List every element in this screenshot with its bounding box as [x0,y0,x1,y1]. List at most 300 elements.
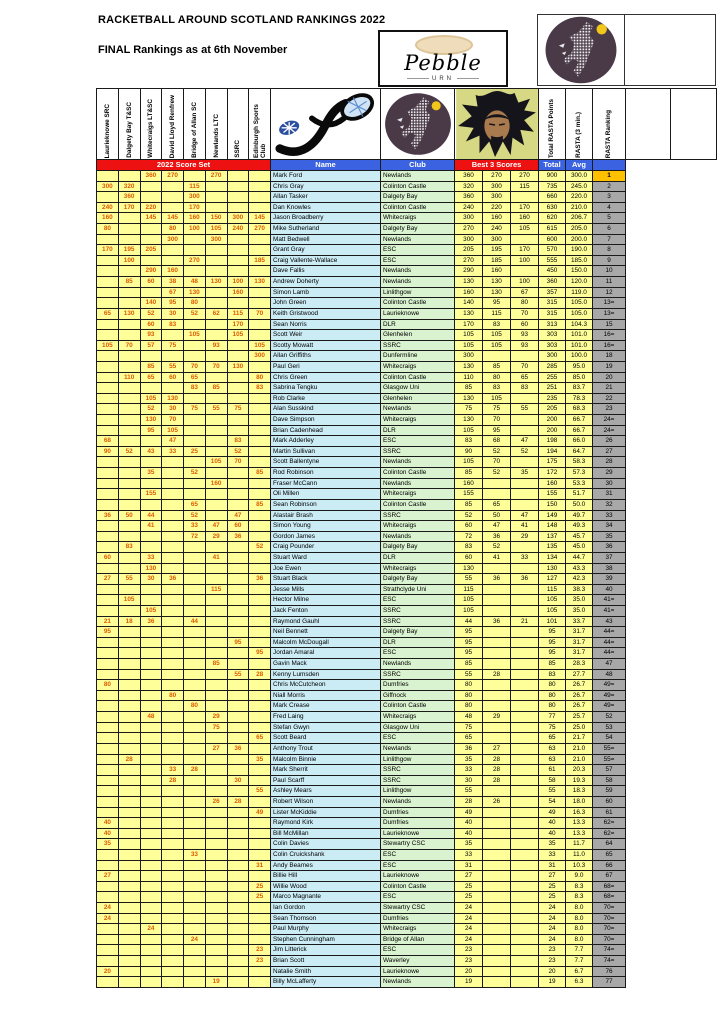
player-club: Glasgow Uni [381,383,455,394]
best-score-cell: 75 [455,404,483,415]
table-row [97,638,626,649]
score-cell [141,457,163,468]
score-cell [162,797,184,808]
total-points: 40 [539,829,566,840]
club-column-header-7: SSRC [228,89,250,160]
score-cell: 130 [228,362,250,373]
player-club: Colinton Castle [381,500,455,511]
score-cell [249,691,271,702]
score-cell [162,457,184,468]
player-name: Mike Sutherland [271,224,381,235]
score-cell: 36 [249,574,271,585]
score-cell: 150 [206,213,228,224]
table-row [97,617,626,628]
score-cell [119,977,141,988]
score-cell [206,320,228,331]
best-score-cell [511,415,539,426]
table-row [97,861,626,872]
score-cell [206,691,228,702]
score-cell: 130 [162,394,184,405]
table-row [97,330,626,341]
score-cell [97,362,119,373]
score-cell [249,967,271,978]
best-score-cell [511,489,539,500]
score-cell [249,479,271,490]
player-name: Grant Gray [271,245,381,256]
player-name: Rod Robinson [271,468,381,479]
score-cell: 300 [249,351,271,362]
score-cell: 55 [162,362,184,373]
score-cell [141,479,163,490]
best-score-cell [483,818,511,829]
score-cell [162,648,184,659]
best-score-cell: 270 [511,171,539,182]
score-cell [184,755,206,766]
score-cell [249,850,271,861]
score-cell [249,192,271,203]
total-points: 101 [539,617,566,628]
score-cell [97,383,119,394]
best-score-cell: 105 [455,606,483,617]
best-score-cell: 35 [455,755,483,766]
club-column-header-2: Dalgety Bay T&SC [119,89,141,160]
score-cell [119,839,141,850]
score-cell [141,723,163,734]
player-name: Mark Adderley [271,436,381,447]
score-cell [249,553,271,564]
score-cell: 83 [119,542,141,553]
rasta-rank: 21 [593,383,626,394]
best-score-cell: 21 [511,617,539,628]
score-cell [249,627,271,638]
score-cell [249,564,271,575]
score-cell [97,648,119,659]
score-cell [97,468,119,479]
rasta-rank: 13= [593,309,626,320]
total-points: 255 [539,373,566,384]
score-cell: 72 [184,532,206,543]
score-cell: 62 [206,309,228,320]
score-cell: 130 [141,415,163,426]
total-points: 620 [539,213,566,224]
score-cell [97,808,119,819]
best-score-cell [511,235,539,246]
best-score-cell: 65 [483,500,511,511]
score-cell [228,574,250,585]
score-cell [119,351,141,362]
rasta-rank: 26 [593,436,626,447]
score-cell [249,659,271,670]
best-score-cell [483,924,511,935]
score-cell [97,945,119,956]
score-cell [228,617,250,628]
player-name: Sean Robinson [271,500,381,511]
total-points: 300 [539,351,566,362]
score-cell [119,394,141,405]
score-cell [206,861,228,872]
score-cell [141,256,163,267]
score-cell [184,320,206,331]
player-name: Malcolm Binnie [271,755,381,766]
best-score-cell: 115 [483,309,511,320]
best-score-cell: 85 [455,659,483,670]
score-cell [184,426,206,437]
best-score-cell: 70 [511,362,539,373]
total-points: 25 [539,882,566,893]
player-name: Raymond Kirk [271,818,381,829]
rasta-avg: 45.7 [566,532,593,543]
rasta-rank: 54 [593,733,626,744]
score-cell [97,394,119,405]
player-name: Stefan Gwyn [271,723,381,734]
score-cell: 57 [141,341,163,352]
rasta-rank: 23 [593,404,626,415]
player-name: Lister McKiddie [271,808,381,819]
score-cell [184,235,206,246]
best-score-cell [511,701,539,712]
player-club: Whitecraigs [381,924,455,935]
score-cell [119,235,141,246]
score-cell: 65 [141,373,163,384]
player-name: Simon Lamb [271,288,381,299]
rasta-avg: 11.0 [566,850,593,861]
player-club: SSRC [381,776,455,787]
score-cell [97,235,119,246]
table-row [97,680,626,691]
score-cell [249,914,271,925]
rasta-rank: 18 [593,351,626,362]
score-cell [184,956,206,967]
total-points: 49 [539,808,566,819]
best-score-cell: 83 [511,383,539,394]
score-cell [206,606,228,617]
score-cell [206,564,228,575]
best-score-cell [511,744,539,755]
best-score-cell [483,829,511,840]
score-cell [184,977,206,988]
rasta-avg: 66.7 [566,415,593,426]
player-name: Alastair Brash [271,511,381,522]
player-name: Kenny Lumsden [271,670,381,681]
score-cell [141,351,163,362]
player-name: Craig Pounder [271,542,381,553]
rasta-avg: 25.0 [566,723,593,734]
player-club: Newlands [381,977,455,988]
player-club: Whitecraigs [381,489,455,500]
score-cell [162,256,184,267]
rasta-rank: 3 [593,192,626,203]
player-club: Newlands [381,744,455,755]
rasta-rank: 76 [593,967,626,978]
best-score-cell: 52 [483,542,511,553]
best-score-cell: 300 [483,235,511,246]
score-cell [184,341,206,352]
score-cell: 52 [184,468,206,479]
player-name: Willie Wood [271,882,381,893]
score-cell [228,935,250,946]
score-cell [141,235,163,246]
score-cell [97,171,119,182]
total-points: 23 [539,956,566,967]
best-score-cell: 19 [455,977,483,988]
score-cell [206,500,228,511]
score-cell [162,871,184,882]
best-score-cell [511,691,539,702]
best-score-cell: 130 [455,309,483,320]
score-cell [228,256,250,267]
score-cell: 24 [97,914,119,925]
best-score-cell: 75 [455,723,483,734]
score-cell [228,924,250,935]
player-club: Dunfermline [381,351,455,362]
score-cell [184,892,206,903]
rasta-avg: 6.7 [566,967,593,978]
rasta-avg: 200.0 [566,235,593,246]
player-club: ESC [381,945,455,956]
best-score-cell: 160 [511,213,539,224]
rasta-avg: 8.0 [566,903,593,914]
score-cell [162,829,184,840]
score-cell [184,733,206,744]
rasta-avg: 11.7 [566,839,593,850]
score-cell [184,967,206,978]
total-points: 198 [539,436,566,447]
score-cell [119,468,141,479]
rasta-rank: 70= [593,935,626,946]
score-cell [206,266,228,277]
rasta-avg: 31.7 [566,627,593,638]
best-score-cell: 170 [511,203,539,214]
score-cell [141,797,163,808]
best-score-cell [483,585,511,596]
score-cell: 83 [228,436,250,447]
best-score-cell: 85 [455,500,483,511]
player-club: Newlands [381,457,455,468]
player-name: Rob Clarke [271,394,381,405]
rasta-avg: 190.0 [566,245,593,256]
score-cell [228,489,250,500]
best-score-cell [511,479,539,490]
best-score-cell: 115 [511,182,539,193]
rasta-rank: 55= [593,755,626,766]
score-cell [206,394,228,405]
player-name: Gordon James [271,532,381,543]
rasta-avg: 68.3 [566,404,593,415]
score-cell [228,871,250,882]
best-score-cell [483,680,511,691]
total-points: 25 [539,892,566,903]
score-cell [228,468,250,479]
best-score-cell [483,882,511,893]
score-cell [141,733,163,744]
total-points: 450 [539,266,566,277]
score-cell: 300 [206,235,228,246]
score-cell: 60 [228,521,250,532]
best-score-cell: 72 [455,532,483,543]
score-cell [228,542,250,553]
score-cell [184,691,206,702]
score-cell [206,351,228,362]
total-points: 175 [539,457,566,468]
score-cell: 65 [184,500,206,511]
score-cell [119,967,141,978]
table-row [97,256,626,267]
best-score-cell [511,627,539,638]
best-score-cell [511,797,539,808]
score-cell [119,945,141,956]
score-cell [249,532,271,543]
best-score-cell: 80 [455,691,483,702]
rasta-rank: 10 [593,266,626,277]
rasta-avg: 16.3 [566,808,593,819]
best-score-cell: 80 [511,298,539,309]
score-cell [206,330,228,341]
table-row [97,468,626,479]
score-cell [249,182,271,193]
score-cell [228,182,250,193]
score-cell: 75 [184,404,206,415]
best-score-cell: 130 [455,415,483,426]
score-cell: 44 [141,511,163,522]
score-cell [162,468,184,479]
best-score-cell: 29 [511,532,539,543]
score-cell: 35 [249,755,271,766]
score-cell [119,733,141,744]
rasta-avg: 8.0 [566,924,593,935]
score-cell: 75 [162,341,184,352]
best-score-cell: 300 [483,182,511,193]
player-name: Colin Davies [271,839,381,850]
rasta-avg: 100.0 [566,351,593,362]
score-cell [184,786,206,797]
player-club: Whitecraigs [381,362,455,373]
player-club: Newlands [381,277,455,288]
score-cell [141,861,163,872]
table-row [97,426,626,437]
score-cell [119,627,141,638]
best-score-cell: 360 [455,171,483,182]
score-cell [141,850,163,861]
score-cell [141,903,163,914]
score-cell [228,171,250,182]
best-score-cell: 360 [455,192,483,203]
best-score-cell [511,638,539,649]
score-cell: 145 [141,213,163,224]
rasta-avg: 9.0 [566,871,593,882]
best-score-cell: 83 [483,383,511,394]
rasta-rank: 9 [593,256,626,267]
best-score-cell: 33 [455,765,483,776]
player-club: DLR [381,320,455,331]
player-name: Allan Griffiths [271,351,381,362]
player-club: Newlands [381,479,455,490]
score-cell: 24 [141,924,163,935]
total-points: 149 [539,511,566,522]
score-cell: 33 [184,850,206,861]
score-cell: 80 [162,224,184,235]
score-cell [206,755,228,766]
rasta-rank: 44= [593,627,626,638]
score-cell [141,659,163,670]
score-cell: 36 [228,744,250,755]
table-row [97,882,626,893]
best-score-cell: 130 [455,362,483,373]
score-cell [162,839,184,850]
rasta-rank: 31 [593,489,626,500]
best-score-cell: 48 [455,712,483,723]
player-name: Marco Magnante [271,892,381,903]
total-points: 65 [539,733,566,744]
best-score-cell: 55 [455,574,483,585]
best-score-cell: 65 [511,373,539,384]
table-row [97,553,626,564]
score-cell: 25 [249,882,271,893]
table-row [97,956,626,967]
player-name: Jason Broadberry [271,213,381,224]
score-cell [97,861,119,872]
racketball-player-icon [271,89,381,160]
score-cell: 300 [162,235,184,246]
score-cell [162,914,184,925]
best-score-cell [511,818,539,829]
table-row [97,362,626,373]
best-score-cell: 41 [483,553,511,564]
rasta-rank: 38 [593,564,626,575]
score-cell [119,489,141,500]
score-cell [228,691,250,702]
best-score-cell [483,479,511,490]
best-score-cell: 130 [483,277,511,288]
score-cell: 28 [162,776,184,787]
score-cell [119,914,141,925]
total-points: 31 [539,861,566,872]
score-cell [249,797,271,808]
rasta-avg: 57.3 [566,468,593,479]
score-cell [97,701,119,712]
score-cell: 320 [119,182,141,193]
score-cell [162,935,184,946]
table-row [97,723,626,734]
score-cell [206,945,228,956]
score-cell [119,585,141,596]
score-cell [162,330,184,341]
score-cell: 36 [97,511,119,522]
score-cell [141,808,163,819]
best-score-cell [511,606,539,617]
score-cell [206,903,228,914]
table-row [97,924,626,935]
score-cell [97,892,119,903]
score-cell [162,861,184,872]
rasta-avg: 300.0 [566,171,593,182]
score-cell: 36 [141,617,163,628]
score-cell [206,776,228,787]
rasta-rank: 68= [593,892,626,903]
rasta-rank: 58 [593,776,626,787]
total-points: 200 [539,415,566,426]
table-row [97,298,626,309]
table-row [97,436,626,447]
player-club: Newlands [381,266,455,277]
best-score-cell: 300 [455,213,483,224]
rasta-avg: 8.3 [566,892,593,903]
col-rasta-ranking: RASTA Ranking [605,109,613,158]
score-cell [162,489,184,500]
player-name: Scott Weir [271,330,381,341]
score-cell: 26 [206,797,228,808]
score-cell [97,755,119,766]
score-cell: 83 [184,383,206,394]
